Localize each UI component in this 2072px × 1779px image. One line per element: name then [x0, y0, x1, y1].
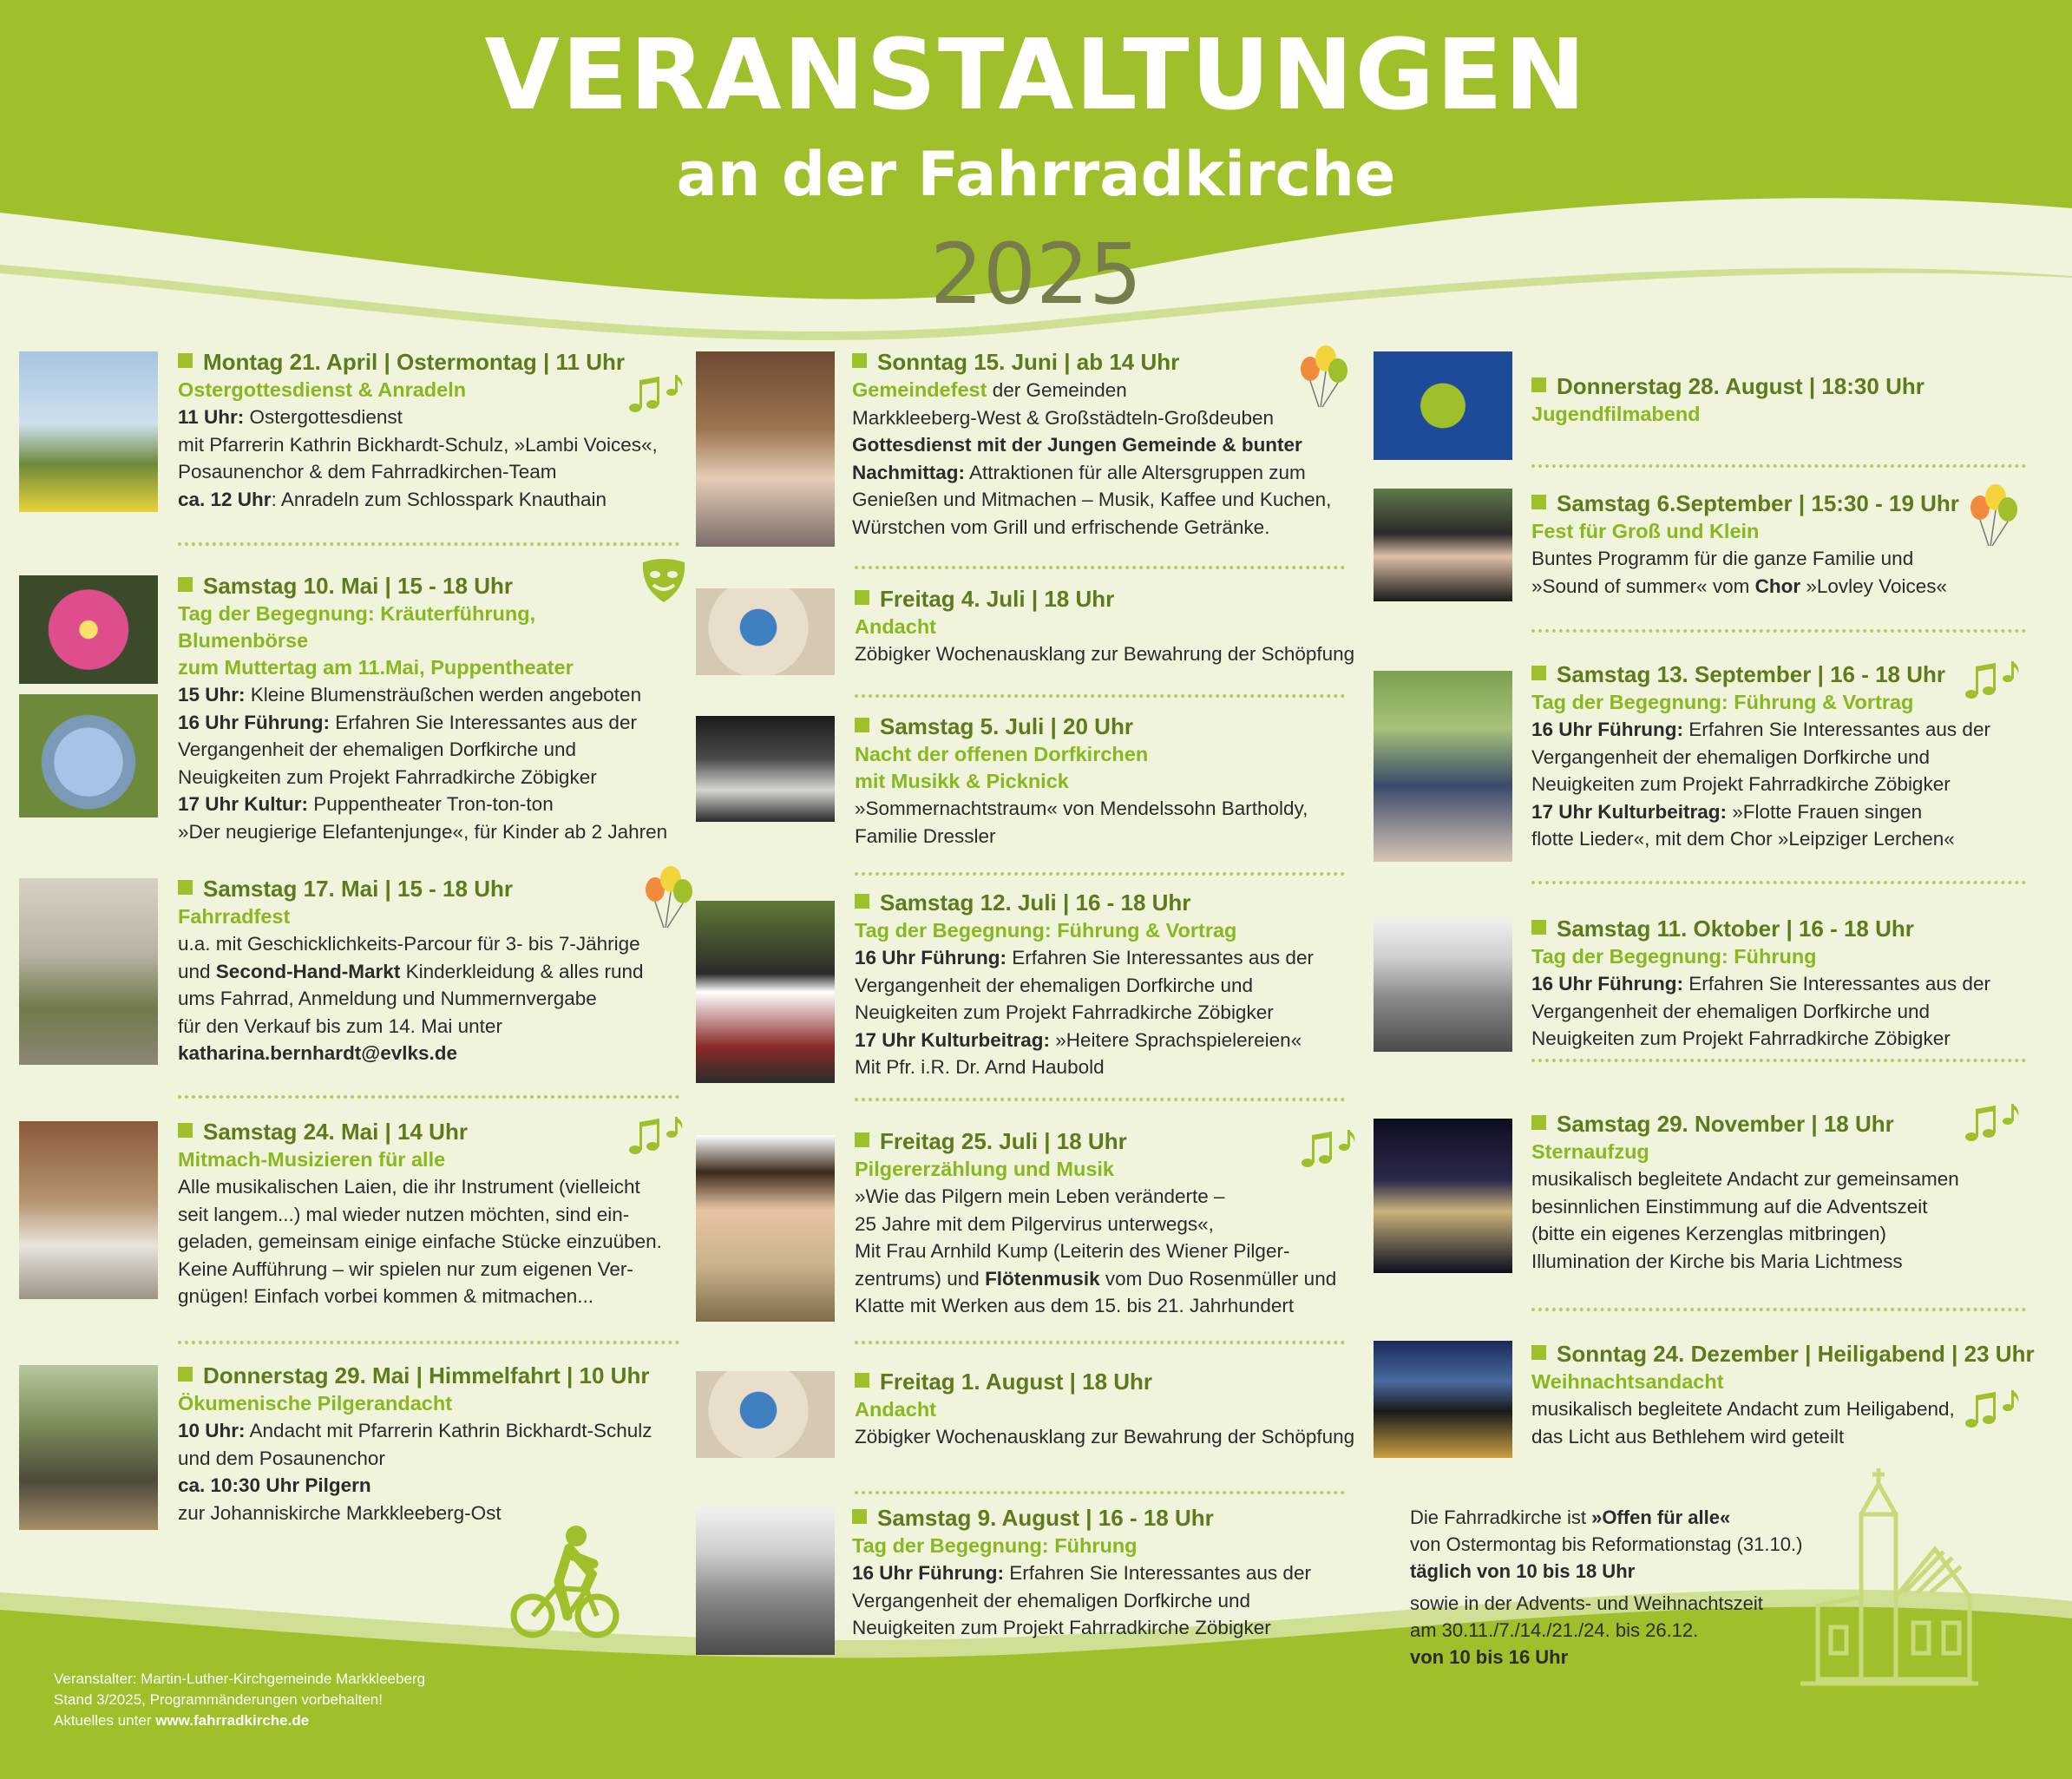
- event-line-bold: Gottesdienst mit der Jungen Gemeinde & bunter: [852, 434, 1302, 456]
- page-title: VERANSTALTUNGEN: [484, 19, 1588, 132]
- event-line-text: 25 Jahre mit dem Pilgervirus unterwegs«,: [855, 1212, 1214, 1235]
- music-notes-icon: [1963, 1102, 2023, 1150]
- event-line: [1531, 744, 1990, 771]
- event-heading: [178, 1361, 652, 1390]
- event-line-text: Ostergottesdienst: [244, 406, 403, 428]
- event-line: [1531, 1165, 1959, 1193]
- dotted-separator: [855, 1341, 1345, 1344]
- event-subtitle: Tag der Begegnung: Führung: [852, 1534, 1138, 1557]
- bullet-square-icon: [1531, 377, 1546, 392]
- event-line-text: Erfahren Sie Interessantes aus der: [1006, 947, 1314, 968]
- event-line-text: Familie Dressler: [855, 824, 996, 847]
- event-text: [852, 1503, 1311, 1642]
- event-line-text: zentrums) und: [855, 1267, 986, 1290]
- event-line-text: Markkleeberg-West & Großstädteln-Großdeuben: [852, 406, 1275, 429]
- event-heading-text: Samstag 9. August | 16 - 18 Uhr: [877, 1505, 1214, 1531]
- event-line-text: für den Verkauf bis zum 14. Mai unter: [178, 1014, 502, 1037]
- event-heading-text: Samstag 12. Juli | 16 - 18 Uhr: [880, 890, 1191, 916]
- event-subtitle: Jugendfilmabend: [1531, 403, 1701, 425]
- theater-mask-icon: [638, 555, 690, 612]
- event-heading-text: Samstag 11. Oktober | 16 - 18 Uhr: [1557, 916, 1914, 942]
- event-heading-text: Samstag 5. Juli | 20 Uhr: [880, 713, 1133, 739]
- bullet-square-icon: [178, 577, 193, 592]
- event-line-bold: 17 Uhr Kulturbeitrag:: [1531, 800, 1728, 823]
- event-line-text: Zöbigker Wochenausklang zur Bewahrung der Schöpfung: [855, 643, 1355, 665]
- music-notes-icon: [1963, 660, 2023, 707]
- event-line: [855, 795, 1308, 823]
- dotted-separator: [1531, 464, 2026, 468]
- event-heading: [852, 1503, 1311, 1533]
- event-line-text: mit Pfarrerin Kathrin Bickhardt-Schulz, »Lambi Voices«,: [178, 433, 658, 456]
- event-line: [178, 1228, 662, 1256]
- event-line: [852, 431, 1331, 459]
- event-subtitle: Tag der Begegnung: Führung & Vortrag: [1531, 691, 1914, 713]
- event-line-bold: Chor: [1754, 574, 1801, 597]
- balloons-icon: [638, 863, 698, 933]
- bullet-square-icon: [1531, 920, 1546, 935]
- event-line-text: (bitte ein eigenes Kerzenglas mitbringen): [1531, 1223, 1886, 1244]
- event-line: [852, 1587, 1311, 1615]
- event-line: [855, 1027, 1314, 1054]
- balloons-icon: [1963, 482, 2023, 551]
- event-line-bold: 15 Uhr:: [178, 684, 246, 706]
- event-line: [852, 486, 1331, 514]
- event-line-bold: Second-Hand-Markt: [215, 960, 401, 982]
- event-photo: [19, 575, 158, 684]
- event-heading: [855, 1126, 1336, 1156]
- event-line: [178, 1040, 644, 1067]
- open-line-bold: von 10 bis 16 Uhr: [1410, 1646, 1569, 1668]
- event-line-text: musikalisch begleitete Andacht zur gemeinsamen: [1531, 1168, 1959, 1190]
- event-subtitle: Nacht der offenen Dorfkirchen: [855, 743, 1149, 765]
- event-line-bold: ca. 10:30 Uhr Pilgern: [178, 1474, 371, 1496]
- event-subtitle: Mitmach-Musizieren für alle: [178, 1148, 446, 1171]
- event-line: [178, 791, 667, 818]
- event-text: [178, 571, 667, 845]
- event-line-text: Kinderkleidung & alles rund: [400, 960, 644, 982]
- event-line-text: Vergangenheit der ehemaligen Dorfkirche und: [178, 739, 577, 760]
- event-text: [855, 1126, 1336, 1320]
- event-heading-text: Samstag 10. Mai | 15 - 18 Uhr: [203, 573, 513, 599]
- dotted-separator: [855, 566, 1345, 569]
- event-text: [178, 1361, 652, 1526]
- event-line-text: Erfahren Sie Interessantes aus der: [1683, 973, 1990, 995]
- event-line: [178, 736, 667, 764]
- event-line-text: Andacht mit Pfarrerin Kathrin Bickhardt-Schulz: [245, 1420, 652, 1441]
- event-line-text: »Der neugierige Elefantenjunge«, für Kinder ab 2 Jahren: [178, 820, 668, 843]
- event-line: [178, 1173, 662, 1201]
- event-line-text: musikalisch begleitete Andacht zum Heiligabend,: [1531, 1398, 1955, 1420]
- event-photo: [1374, 489, 1512, 601]
- bullet-square-icon: [1531, 495, 1546, 509]
- event-line-bold: 16 Uhr Führung:: [1531, 719, 1683, 740]
- footer-current: Aktuelles unter: [54, 1712, 156, 1729]
- event-text: [178, 874, 644, 1067]
- event-subtitle: mit Musikk & Picknick: [855, 770, 1069, 792]
- event-heading-text: Donnerstag 29. Mai | Himmelfahrt | 10 Uhr: [203, 1362, 650, 1388]
- event-text: [1531, 660, 1990, 853]
- event-line: [178, 1256, 662, 1283]
- event-line-text: das Licht aus Bethlehem wird geteilt: [1531, 1425, 1845, 1447]
- music-notes-icon: [626, 1115, 687, 1163]
- event-line-bold: ca. 12 Uhr: [178, 488, 272, 510]
- dotted-separator: [855, 694, 1345, 698]
- event-photo: [19, 351, 158, 512]
- footer-status: Stand 3/2025, Programmänderungen vorbehalten!: [54, 1691, 383, 1708]
- open-line-bold: »Offen für alle«: [1591, 1507, 1731, 1528]
- event-line-text: »Sommernachtstraum« von Mendelssohn Bartholdy,: [855, 798, 1308, 819]
- event-line: [855, 1423, 1354, 1451]
- event-heading: [178, 571, 667, 601]
- event-line-text: : Anradeln zum Schlosspark Knauthain: [271, 488, 607, 510]
- bullet-square-icon: [855, 590, 869, 605]
- event-heading: [855, 1367, 1354, 1396]
- event-line: [852, 377, 1331, 404]
- event-heading: [855, 584, 1354, 614]
- event-line: [178, 431, 658, 459]
- event-heading: [1531, 914, 1990, 943]
- event-photo: [696, 1371, 835, 1458]
- bullet-square-icon: [178, 1367, 193, 1382]
- event-subtitle: Tag der Begegnung: Kräuterführung, Blumenbörse: [178, 602, 536, 652]
- event-subtitle: Andacht: [855, 1398, 936, 1421]
- event-line: [852, 404, 1331, 432]
- event-heading-text: Samstag 24. Mai | 14 Uhr: [203, 1119, 468, 1145]
- event-line-text: flotte Lieder«, mit dem Chor »Leipziger Lerchen«: [1531, 828, 1955, 850]
- event-line: [855, 640, 1354, 668]
- event-text: [855, 1367, 1354, 1451]
- event-text: [855, 712, 1308, 850]
- event-line-text: Vergangenheit der ehemaligen Dorfkirche und: [1531, 1000, 1931, 1022]
- event-photo: [19, 878, 158, 1065]
- bullet-square-icon: [855, 1132, 869, 1147]
- event-subtitle-inline: Gemeindefest: [852, 378, 987, 401]
- page-subtitle: an der Fahrradkirche: [676, 139, 1396, 210]
- event-text: [1531, 489, 1959, 600]
- event-heading-text: Montag 21. April | Ostermontag | 11 Uhr: [203, 349, 626, 375]
- dotted-separator: [178, 542, 679, 546]
- bullet-square-icon: [852, 1509, 867, 1524]
- event-line: [855, 1292, 1336, 1320]
- bullet-square-icon: [178, 353, 193, 368]
- event-subtitle: Weihnachtsandacht: [1531, 1370, 1724, 1393]
- footer: [54, 1669, 425, 1731]
- open-line: Die Fahrradkirche ist: [1410, 1507, 1592, 1528]
- bullet-square-icon: [855, 718, 869, 732]
- event-line-bold[interactable]: katharina.bernhardt@evlks.de: [178, 1042, 458, 1064]
- event-line: [178, 985, 644, 1013]
- event-line-text: Vergangenheit der ehemaligen Dorfkirche und: [855, 974, 1254, 996]
- event-subtitle: Fest für Groß und Klein: [1531, 520, 1760, 542]
- event-text: [178, 347, 658, 513]
- event-line: [852, 1559, 1311, 1587]
- event-line: [1531, 573, 1959, 601]
- event-line: [178, 1013, 644, 1040]
- event-line-text: Erfahren Sie Interessantes aus der: [1004, 1562, 1311, 1584]
- event-line: [1531, 1248, 1959, 1276]
- event-line-text: Posaunenchor & dem Fahrradkirchen-Team: [178, 461, 557, 482]
- event-line-text: u.a. mit Geschicklichkeits-Parcour für 3- bis 7-Jährige: [178, 933, 640, 955]
- event-line: [855, 972, 1314, 1000]
- event-line: [855, 1183, 1336, 1211]
- event-line: [855, 1054, 1314, 1081]
- dotted-separator: [178, 1095, 679, 1099]
- event-subtitle: Ostergottesdienst & Anradeln: [178, 378, 467, 401]
- event-text: [1531, 1109, 1959, 1275]
- event-line-text: Vergangenheit der ehemaligen Dorfkirche und: [1531, 745, 1931, 768]
- music-notes-icon: [1299, 1128, 1360, 1176]
- event-line-text: gnügen! Einfach vorbei kommen & mitmachen...: [178, 1285, 593, 1307]
- open-line: von Ostermontag bis Reformationstag (31.10.): [1410, 1533, 1803, 1555]
- event-line: [178, 1283, 662, 1310]
- event-line: [1531, 1193, 1959, 1221]
- bullet-square-icon: [178, 880, 193, 895]
- event-heading-text: Samstag 13. September | 16 - 18 Uhr: [1557, 661, 1946, 687]
- event-photo: [1374, 671, 1512, 862]
- event-line-text: geladen, gemeinsam einige einfache Stücke einzuüben.: [178, 1231, 662, 1252]
- event-line-text: Buntes Programm für die ganze Familie und: [1531, 548, 1914, 569]
- event-subtitle: Fahrradfest: [178, 905, 291, 928]
- footer-organizer: Veranstalter: Martin-Luther-Kirchgemeinde Markkleeberg: [54, 1671, 426, 1687]
- music-notes-icon: [626, 373, 687, 421]
- event-line: [1531, 798, 1990, 826]
- event-line-text: Alle musikalischen Laien, die ihr Instrument (vielleicht: [178, 1176, 640, 1198]
- event-photo: [696, 716, 835, 822]
- event-line-text: Erfahren Sie Interessantes aus der: [1683, 719, 1990, 740]
- event-line: [178, 1445, 652, 1473]
- open-line: sowie in der Advents- und Weihnachtszeit: [1410, 1592, 1763, 1614]
- event-text: [852, 347, 1331, 541]
- event-line: [1531, 1423, 2035, 1451]
- event-line: [178, 458, 658, 486]
- dotted-separator: [1531, 629, 2026, 633]
- event-line-text: Vergangenheit der ehemaligen Dorfkirche und: [852, 1589, 1251, 1612]
- event-line: [1531, 970, 1990, 998]
- event-line: [855, 1237, 1336, 1265]
- event-line-text: »Lovley Voices«: [1800, 574, 1947, 597]
- event-subtitle: Sternaufzug: [1531, 1140, 1649, 1163]
- event-line: [178, 930, 644, 958]
- event-line-text: Neuigkeiten zum Projekt Fahrradkirche Zöbigker: [855, 1001, 1274, 1023]
- event-line: [178, 1417, 652, 1445]
- event-subtitle: Pilgererzählung und Musik: [855, 1158, 1115, 1180]
- event-text: [178, 1117, 662, 1310]
- event-line-text: und: [178, 960, 216, 982]
- event-line: [178, 486, 658, 514]
- event-line-text: Würstchen vom Grill und erfrischende Getränke.: [852, 515, 1270, 538]
- event-line-text: seit langem...) mal wieder nutzen möchten, sind ein-: [178, 1203, 630, 1225]
- event-heading: [1531, 1109, 1959, 1139]
- event-line-text: Erfahren Sie Interessantes aus der: [330, 711, 637, 733]
- event-heading-text: Freitag 4. Juli | 18 Uhr: [880, 586, 1115, 612]
- event-heading: [178, 1117, 662, 1146]
- event-line-text: Zöbigker Wochenausklang zur Bewahrung der Schöpfung: [855, 1426, 1355, 1447]
- event-photo: [19, 1121, 158, 1299]
- event-photo: [1374, 1341, 1512, 1458]
- event-heading-text: Donnerstag 28. August | 18:30 Uhr: [1557, 373, 1924, 399]
- event-photo: [696, 588, 835, 675]
- event-text: [855, 584, 1354, 668]
- dotted-separator: [855, 872, 1345, 876]
- event-heading: [1531, 371, 1924, 401]
- open-line: am 30.11./7./14./21./24. bis 26.12.: [1410, 1619, 1699, 1641]
- event-line-bold: 17 Uhr Kulturbeitrag:: [855, 1028, 1051, 1051]
- event-subtitle: Tag der Begegnung: Führung & Vortrag: [855, 919, 1237, 942]
- event-line: [178, 404, 658, 431]
- dotted-separator: [855, 1491, 1345, 1494]
- event-heading: [855, 712, 1308, 741]
- event-photo: [1374, 917, 1512, 1052]
- event-line-text: Keine Aufführung – wir spielen nur zum eigenen Ver-: [178, 1257, 633, 1280]
- dotted-separator: [1531, 1059, 2026, 1062]
- event-line-bold: 16 Uhr Führung:: [1531, 973, 1683, 995]
- event-line-text: besinnlichen Einstimmung auf die Adventszeit: [1531, 1195, 1928, 1218]
- event-line-text: zur Johanniskirche Markkleeberg-Ost: [178, 1501, 502, 1524]
- event-line: [178, 1201, 662, 1229]
- event-line-bold: 16 Uhr Führung:: [855, 947, 1006, 968]
- event-heading: [178, 874, 644, 903]
- year-label: 2025: [929, 226, 1143, 323]
- event-line-text: Illumination der Kirche bis Maria Lichtmess: [1531, 1250, 1903, 1272]
- event-line: [852, 459, 1331, 487]
- event-photo: [1374, 1119, 1512, 1273]
- bullet-square-icon: [1531, 1345, 1546, 1360]
- event-line: [178, 681, 667, 709]
- event-line-text: Neuigkeiten zum Projekt Fahrradkirche Zöbigker: [1531, 1027, 1951, 1049]
- event-heading-text: Samstag 17. Mai | 15 - 18 Uhr: [203, 876, 513, 902]
- event-line-bold: 11 Uhr:: [178, 406, 245, 428]
- event-line-bold: Flötenmusik: [985, 1267, 1100, 1290]
- event-line: [178, 709, 667, 737]
- event-line-text: und dem Posaunenchor: [178, 1447, 385, 1469]
- footer-link[interactable]: www.fahrradkirche.de: [155, 1712, 310, 1729]
- event-heading: [1531, 489, 1959, 518]
- event-photo: [696, 1507, 835, 1655]
- event-text: [1531, 371, 1924, 428]
- bullet-square-icon: [852, 353, 867, 368]
- event-line-bold: 16 Uhr Führung:: [178, 711, 330, 733]
- event-subtitle: Ökumenische Pilgerandacht: [178, 1392, 453, 1415]
- event-line-text: Neuigkeiten zum Projekt Fahrradkirche Zöbigker: [178, 765, 597, 788]
- event-line-text: Mit Frau Arnhild Kump (Leiterin des Wiener Pilger-: [855, 1240, 1290, 1262]
- event-line: [852, 514, 1331, 542]
- event-line: [855, 1211, 1336, 1238]
- event-line: [1531, 771, 1990, 798]
- event-line-text: Mit Pfr. i.R. Dr. Arnd Haubold: [855, 1056, 1105, 1078]
- event-line-text: vom Duo Rosenmüller und: [1099, 1267, 1337, 1290]
- event-line-bold: 16 Uhr Führung:: [852, 1562, 1004, 1584]
- event-line-text: ums Fahrrad, Anmeldung und Nummernvergabe: [178, 988, 597, 1009]
- open-line-bold: täglich von 10 bis 18 Uhr: [1410, 1560, 1636, 1582]
- event-line-text: Puppentheater Tron-ton-ton: [308, 793, 554, 815]
- dotted-separator: [855, 1098, 1345, 1101]
- dotted-separator: [1531, 881, 2026, 884]
- event-text: [1531, 914, 1990, 1053]
- event-line-text: »Heitere Sprachspielereien«: [1050, 1028, 1302, 1051]
- event-line-text: Klatte mit Werken aus dem 15. bis 21. Jahrhundert: [855, 1295, 1295, 1316]
- event-line: [852, 1614, 1311, 1642]
- event-line: [1531, 1025, 1990, 1053]
- event-line: [1531, 716, 1990, 744]
- event-line: [178, 818, 667, 846]
- event-line: [1531, 1395, 2035, 1423]
- cyclist-icon: [508, 1520, 621, 1642]
- event-text: [855, 888, 1314, 1081]
- event-line: [178, 1472, 652, 1500]
- bullet-square-icon: [178, 1123, 193, 1138]
- event-heading: [852, 347, 1331, 377]
- event-line: [178, 958, 644, 986]
- event-photo: [19, 1365, 158, 1530]
- bullet-square-icon: [1531, 666, 1546, 680]
- event-line-text: »Flotte Frauen singen: [1727, 800, 1923, 823]
- event-heading-text: Sonntag 24. Dezember | Heiligabend | 23 Uhr: [1557, 1341, 2035, 1367]
- event-heading: [1531, 660, 1990, 689]
- dotted-separator: [178, 1341, 679, 1344]
- event-line-text: der Gemeinden: [992, 379, 1127, 401]
- bullet-square-icon: [1531, 1115, 1546, 1130]
- event-line-bold: 17 Uhr Kultur:: [178, 793, 309, 815]
- event-line-text: Neuigkeiten zum Projekt Fahrradkirche Zöbigker: [852, 1617, 1271, 1638]
- event-subtitle: Tag der Begegnung: Führung: [1531, 945, 1817, 968]
- event-photo: [696, 351, 835, 547]
- event-line-text: Kleine Blumensträußchen werden angeboten: [245, 684, 642, 706]
- opening-hours: [1410, 1504, 1802, 1671]
- event-line: [855, 823, 1308, 850]
- dotted-separator: [1531, 1308, 2026, 1311]
- event-heading: [855, 888, 1314, 917]
- event-line-text: »Wie das Pilgern mein Leben veränderte –: [855, 1185, 1225, 1207]
- event-subtitle: zum Muttertag am 11.Mai, Puppentheater: [178, 656, 574, 679]
- church-illustration: [1783, 1467, 1983, 1701]
- event-photo: [1374, 351, 1512, 460]
- event-heading: [178, 347, 658, 377]
- event-line: [178, 764, 667, 791]
- event-text: [1531, 1339, 2035, 1450]
- event-subtitle: Andacht: [855, 615, 936, 638]
- event-line: [1531, 825, 1990, 853]
- bullet-square-icon: [855, 894, 869, 909]
- event-heading-text: Freitag 25. Juli | 18 Uhr: [880, 1128, 1127, 1154]
- event-line: [1531, 1220, 1959, 1248]
- event-heading-text: Samstag 29. November | 18 Uhr: [1557, 1111, 1894, 1137]
- event-line-text: Neuigkeiten zum Projekt Fahrradkirche Zöbigker: [1531, 773, 1951, 795]
- event-heading-text: Freitag 1. August | 18 Uhr: [880, 1369, 1153, 1395]
- event-line-text: Attraktionen für alle Altersgruppen zum: [965, 461, 1306, 483]
- event-line: [1531, 545, 1959, 573]
- event-line-bold: Nachmittag:: [852, 461, 966, 483]
- event-line-text: »Sound of summer« vom: [1531, 574, 1755, 597]
- bullet-square-icon: [855, 1373, 869, 1388]
- event-line: [1531, 998, 1990, 1026]
- event-heading-text: Sonntag 15. Juni | ab 14 Uhr: [877, 349, 1180, 375]
- event-heading-text: Samstag 6.September | 15:30 - 19 Uhr: [1557, 490, 1959, 516]
- event-photo: [19, 694, 158, 817]
- event-line: [855, 944, 1314, 972]
- event-line-bold: 10 Uhr:: [178, 1420, 246, 1441]
- balloons-icon: [1293, 343, 1354, 412]
- event-heading: [1531, 1339, 2035, 1369]
- event-line: [855, 999, 1314, 1027]
- event-line-text: Genießen und Mitmachen – Musik, Kaffee und Kuchen,: [852, 489, 1332, 510]
- music-notes-icon: [1963, 1388, 2023, 1436]
- event-line: [855, 1265, 1336, 1293]
- event-photo: [696, 901, 835, 1083]
- event-photo: [696, 1135, 835, 1322]
